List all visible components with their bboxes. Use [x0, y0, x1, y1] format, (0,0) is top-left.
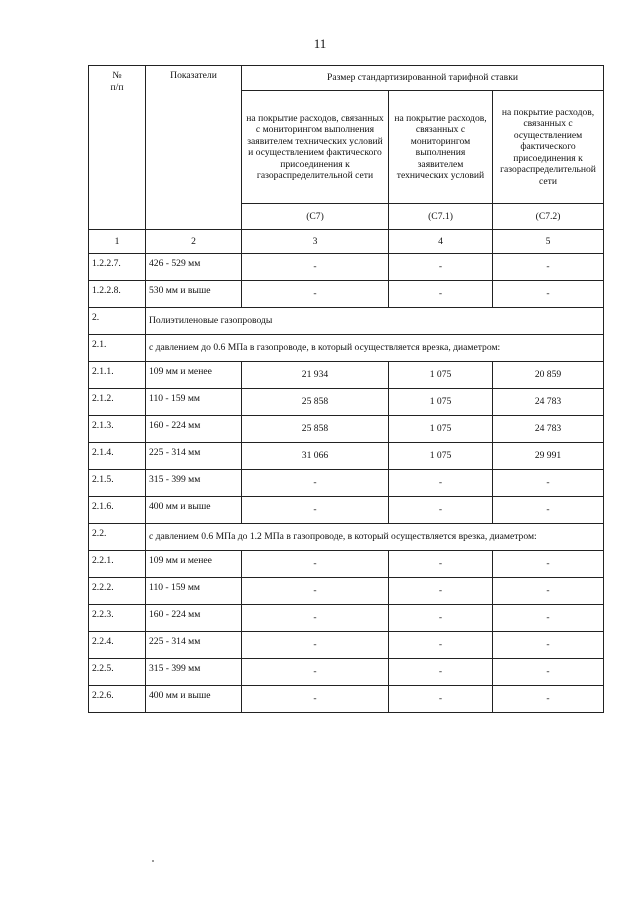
col-header-rate-group: Размер стандартизированной тарифной ставки: [242, 66, 604, 91]
cell-c7-1: 1 075: [389, 443, 493, 470]
column-number-5: 5: [493, 230, 604, 254]
scan-speck: [152, 860, 154, 862]
cell-c7: 25 858: [242, 389, 389, 416]
row-indicator: 225 - 314 мм: [146, 632, 242, 659]
table-row: [89, 443, 604, 470]
cell-c7: -: [242, 551, 389, 578]
cell-c7-2: -: [493, 497, 604, 524]
cell-c7-1: -: [389, 659, 493, 686]
cell-c7: -: [242, 578, 389, 605]
cell-c7-2: 29 991: [493, 443, 604, 470]
row-number: 2.2.1.: [89, 551, 146, 578]
col-header-indicator: Показатели: [146, 66, 242, 230]
column-number-4: 4: [389, 230, 493, 254]
cell-c7-2: -: [493, 578, 604, 605]
cell-c7: -: [242, 686, 389, 713]
section-title: с давлением до 0.6 МПа в газопроводе, в который осуществляется врезка, диаметром:: [146, 335, 604, 362]
header-row-top: [89, 66, 604, 91]
tariff-table-body: [89, 66, 604, 713]
cell-c7-1: 1 075: [389, 389, 493, 416]
col-header-c71-description: на покрытие расходов, связанных с мониторингом выполнения заявителем технических условий: [389, 91, 493, 204]
cell-c7-2: -: [493, 254, 604, 281]
col-header-c72-description: на покрытие расходов, связанных с осуществлением фактического присоединения к газораспределительной сети: [493, 91, 604, 204]
row-number: 2.2.3.: [89, 605, 146, 632]
cell-c7-2: -: [493, 281, 604, 308]
row-number: 2.1.1.: [89, 362, 146, 389]
row-number: 2.1.5.: [89, 470, 146, 497]
col-header-c7-code: (С7): [242, 204, 389, 230]
row-number: 2.1.2.: [89, 389, 146, 416]
table-row: [89, 632, 604, 659]
cell-c7: -: [242, 497, 389, 524]
cell-c7-1: -: [389, 551, 493, 578]
col-header-c71-code: (С7.1): [389, 204, 493, 230]
header-row-column-numbers: [89, 230, 604, 254]
cell-c7-1: -: [389, 578, 493, 605]
row-number: 1.2.2.7.: [89, 254, 146, 281]
section-row: [89, 308, 604, 335]
row-number: 2.2.: [89, 524, 146, 551]
cell-c7-1: 1 075: [389, 362, 493, 389]
col-header-c72-code: (С7.2): [493, 204, 604, 230]
row-number: 1.2.2.8.: [89, 281, 146, 308]
cell-c7-2: -: [493, 659, 604, 686]
table-row: [89, 659, 604, 686]
row-indicator: 315 - 399 мм: [146, 659, 242, 686]
cell-c7-1: -: [389, 497, 493, 524]
row-number: 2.1.4.: [89, 443, 146, 470]
tariff-table: [88, 65, 604, 713]
cell-c7: 21 934: [242, 362, 389, 389]
cell-c7-1: -: [389, 686, 493, 713]
row-indicator: 109 мм и менее: [146, 551, 242, 578]
cell-c7: -: [242, 470, 389, 497]
cell-c7: -: [242, 632, 389, 659]
cell-c7: -: [242, 254, 389, 281]
table-row: [89, 497, 604, 524]
cell-c7-1: -: [389, 632, 493, 659]
row-indicator: 109 мм и менее: [146, 362, 242, 389]
section-title: Полиэтиленовые газопроводы: [146, 308, 604, 335]
cell-c7-1: 1 075: [389, 416, 493, 443]
cell-c7-2: -: [493, 632, 604, 659]
cell-c7-1: -: [389, 254, 493, 281]
cell-c7-2: 24 783: [493, 389, 604, 416]
cell-c7: -: [242, 281, 389, 308]
table-row: [89, 578, 604, 605]
row-indicator: 400 мм и выше: [146, 686, 242, 713]
cell-c7: 31 066: [242, 443, 389, 470]
cell-c7-2: -: [493, 551, 604, 578]
col-header-c7-description: на покрытие расходов, связанных с мониторингом выполнения заявителем технических условий и осуществлением фактического присоединения к газораспределительной сети: [242, 91, 389, 204]
col-header-number: № п/п: [89, 66, 146, 230]
table-row: [89, 416, 604, 443]
cell-c7: 25 858: [242, 416, 389, 443]
table-row: [89, 281, 604, 308]
cell-c7-2: 20 859: [493, 362, 604, 389]
row-indicator: 110 - 159 мм: [146, 389, 242, 416]
column-number-1: 1: [89, 230, 146, 254]
cell-c7: -: [242, 659, 389, 686]
row-indicator: 160 - 224 мм: [146, 416, 242, 443]
page-number: 11: [313, 36, 327, 51]
cell-c7-2: -: [493, 686, 604, 713]
row-number: 2.2.4.: [89, 632, 146, 659]
row-indicator: 225 - 314 мм: [146, 443, 242, 470]
row-indicator: 426 - 529 мм: [146, 254, 242, 281]
table-row: [89, 362, 604, 389]
cell-c7-2: -: [493, 605, 604, 632]
row-indicator: 110 - 159 мм: [146, 578, 242, 605]
row-number: 2.2.2.: [89, 578, 146, 605]
cell-c7-1: -: [389, 281, 493, 308]
cell-c7-1: -: [389, 470, 493, 497]
cell-c7-1: -: [389, 605, 493, 632]
section-title: с давлением 0.6 МПа до 1.2 МПа в газопроводе, в который осуществляется врезка, диаметром:: [146, 524, 604, 551]
cell-c7: -: [242, 605, 389, 632]
row-number: 2.: [89, 308, 146, 335]
table-row: [89, 470, 604, 497]
row-indicator: 315 - 399 мм: [146, 470, 242, 497]
table-row: [89, 686, 604, 713]
cell-c7-2: 24 783: [493, 416, 604, 443]
row-indicator: 160 - 224 мм: [146, 605, 242, 632]
column-number-3: 3: [242, 230, 389, 254]
section-row: [89, 335, 604, 362]
row-number: 2.1.3.: [89, 416, 146, 443]
row-number: 2.1.: [89, 335, 146, 362]
row-number: 2.1.6.: [89, 497, 146, 524]
table-row: [89, 605, 604, 632]
row-number: 2.2.5.: [89, 659, 146, 686]
cell-c7-2: -: [493, 470, 604, 497]
table-row: [89, 254, 604, 281]
table-row: [89, 551, 604, 578]
row-indicator: 530 мм и выше: [146, 281, 242, 308]
row-number: 2.2.6.: [89, 686, 146, 713]
row-indicator: 400 мм и выше: [146, 497, 242, 524]
table-row: [89, 389, 604, 416]
column-number-2: 2: [146, 230, 242, 254]
section-row: [89, 524, 604, 551]
